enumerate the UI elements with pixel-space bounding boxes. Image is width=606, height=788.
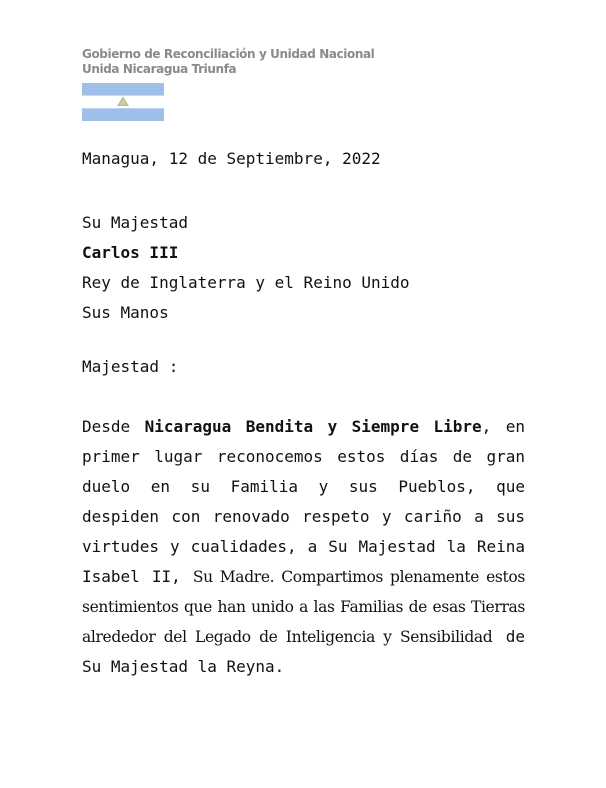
letter-date: Managua, 12 de Septiembre, 2022 [82,149,381,168]
body-emphasis: Nicaragua Bendita y Siempre Libre [144,417,482,436]
letter-body [82,412,525,682]
recipient-title: Rey de Inglaterra y el Reino Unido [82,273,410,292]
recipient-block [82,208,410,328]
letterhead-slogan: Unida Nicaragua Triunfa [82,62,237,76]
body-part1: , en primer lugar reconocemos estos días de gran duelo en su Familia y sus Pueblos, que despiden con renovado respeto y cariño a sus virtudes y cualidades, a Su Majestad la Reina Isabel II, [82,417,525,586]
nicaragua-flag-icon [82,83,164,121]
body-intro: Desde [82,417,145,436]
letterhead [82,47,374,77]
recipient-delivery: Sus Manos [82,303,169,322]
body-part3: de Su Majestad la Reyna. [82,627,526,676]
recipient-honorific: Su Majestad [82,213,188,232]
letterhead-government-name: Gobierno de Reconciliación y Unidad Nacional [82,47,375,61]
recipient-name: Carlos III [82,243,179,262]
letter-salutation: Majestad : [82,357,179,376]
body-part2: Su Madre. Compartimos plenamente estos sentimientos que han unido a las Familias de esas Tierras alrededor del Legado de Inteligencia y Sensibilidad [82,568,525,646]
